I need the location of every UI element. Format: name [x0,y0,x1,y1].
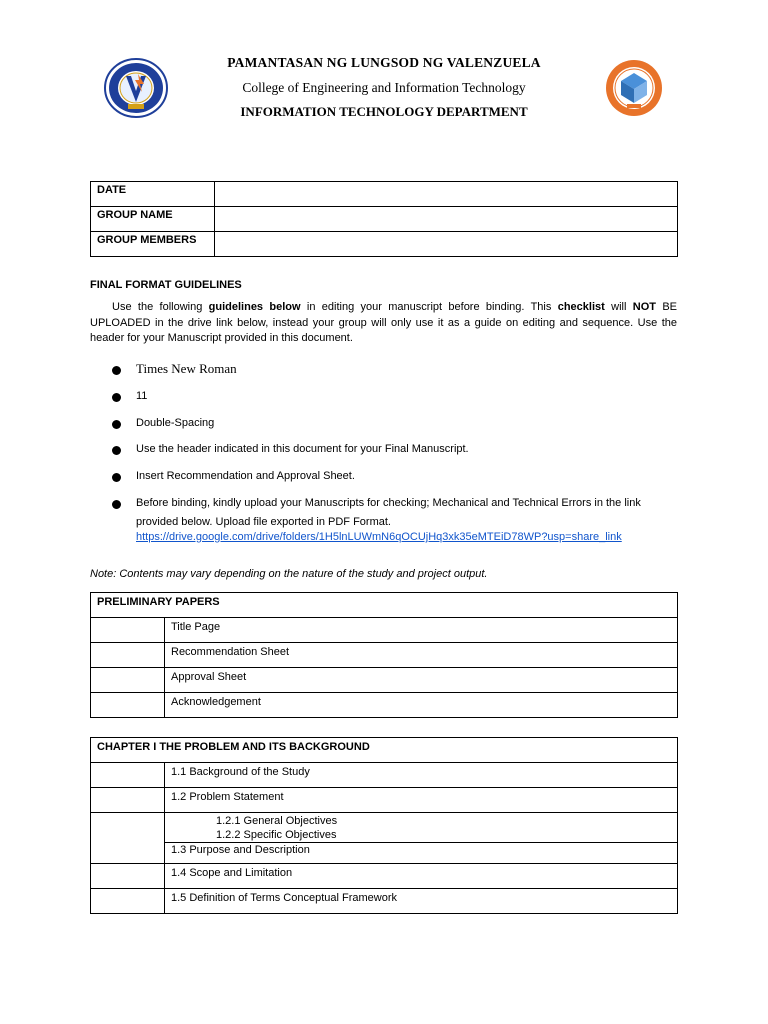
sub-objective: 1.2.2 Specific Objectives [216,829,337,841]
intro-bold: checklist [557,301,605,313]
check-cell[interactable] [91,889,165,914]
intro-bold: NOT [632,301,656,313]
sub-objective: 1.2.1 General Objectives [216,815,338,827]
table-row [91,668,678,693]
table-row [91,813,678,843]
department-name: INFORMATION TECHNOLOGY DEPARTMENT [240,104,528,119]
bullet-icon [112,473,121,482]
bullet-icon [112,446,121,455]
bullet-text: Double-Spacing [136,417,215,429]
date-label: DATE [91,182,215,207]
university-name: PAMANTASAN NG LUNGSOD NG VALENZUELA [227,55,541,70]
bullet-icon [112,500,121,509]
check-cell[interactable] [91,668,165,693]
group-members-field[interactable] [215,232,678,257]
contents-note: Note: Contents may vary depending on the nature of the study and project output. [90,568,488,580]
bullet-icon [112,366,121,375]
college-name: College of Engineering and Information Technology [242,80,526,95]
table-row [91,643,678,668]
group-name-label: GROUP NAME [91,207,215,232]
chapter-one-table [90,737,678,914]
intro-text: BE UPLOADED in the drive link below, instead your group will only use it as a guide on editing and sequence. Use the header for your Manuscript provided in this document. [90,301,678,344]
group-info-table [90,181,678,257]
checklist-item: 1.5 Definition of Terms Conceptual Framework [165,889,678,914]
checklist-item: 1.1 Background of the Study [165,763,678,788]
chapter-one-heading: CHAPTER I THE PROBLEM AND ITS BACKGROUND [91,738,678,763]
table-row [91,889,678,914]
group-members-label: GROUP MEMBERS [91,232,215,257]
checklist-item: 1.2 Problem Statement [165,788,678,813]
intro-text: will [604,301,633,313]
document-header [0,0,768,140]
intro-text: in editing your manuscript before binding. This [300,301,558,313]
table-row [91,788,678,813]
checklist-item [165,813,678,843]
checklist-item: Acknowledgement [165,693,678,718]
bullet-text: Use the header indicated in this document for your Final Manuscript. [136,443,469,455]
table-row [91,207,678,232]
bullet-text: provided below. Upload file exported in PDF Format. [136,516,391,528]
group-name-field[interactable] [215,207,678,232]
checklist-item: Title Page [165,618,678,643]
bullet-text: Times New Roman [136,361,237,376]
table-row [91,232,678,257]
check-cell[interactable] [91,864,165,889]
table-row [91,593,678,618]
guidelines-intro [90,300,677,347]
bullet-icon [112,393,121,402]
check-cell[interactable] [91,643,165,668]
bullet-icon [112,420,121,429]
checklist-item: Approval Sheet [165,668,678,693]
table-row [91,182,678,207]
preliminary-papers-heading: PRELIMINARY PAPERS [91,593,678,618]
college-seal-icon [605,59,663,117]
date-field[interactable] [215,182,678,207]
check-cell[interactable] [91,763,165,788]
bullet-text: Before binding, kindly upload your Manuscripts for checking; Mechanical and Technical Errors in the link [136,497,641,509]
checklist-item: 1.3 Purpose and Description [165,843,678,864]
check-cell[interactable] [91,693,165,718]
check-cell[interactable] [91,618,165,643]
check-cell[interactable] [91,788,165,813]
intro-bold: guidelines below [208,301,301,313]
table-row [91,864,678,889]
preliminary-papers-table [90,592,678,718]
table-row [91,763,678,788]
guidelines-title: FINAL FORMAT GUIDELINES [90,279,242,291]
intro-text: Use the following [112,301,209,313]
table-row [91,618,678,643]
table-row [91,843,678,864]
checklist-item: 1.4 Scope and Limitation [165,864,678,889]
drive-upload-link[interactable]: https://drive.google.com/drive/folders/1H5lnLUWmN6qOCUjHq3xk35eMTEiD78WP?usp=share_link [136,531,622,543]
bullet-text: 11 [136,390,148,402]
table-row [91,738,678,763]
checklist-item: Recommendation Sheet [165,643,678,668]
table-row [91,693,678,718]
bullet-text: Insert Recommendation and Approval Sheet. [136,470,355,482]
check-cell[interactable] [91,813,165,864]
